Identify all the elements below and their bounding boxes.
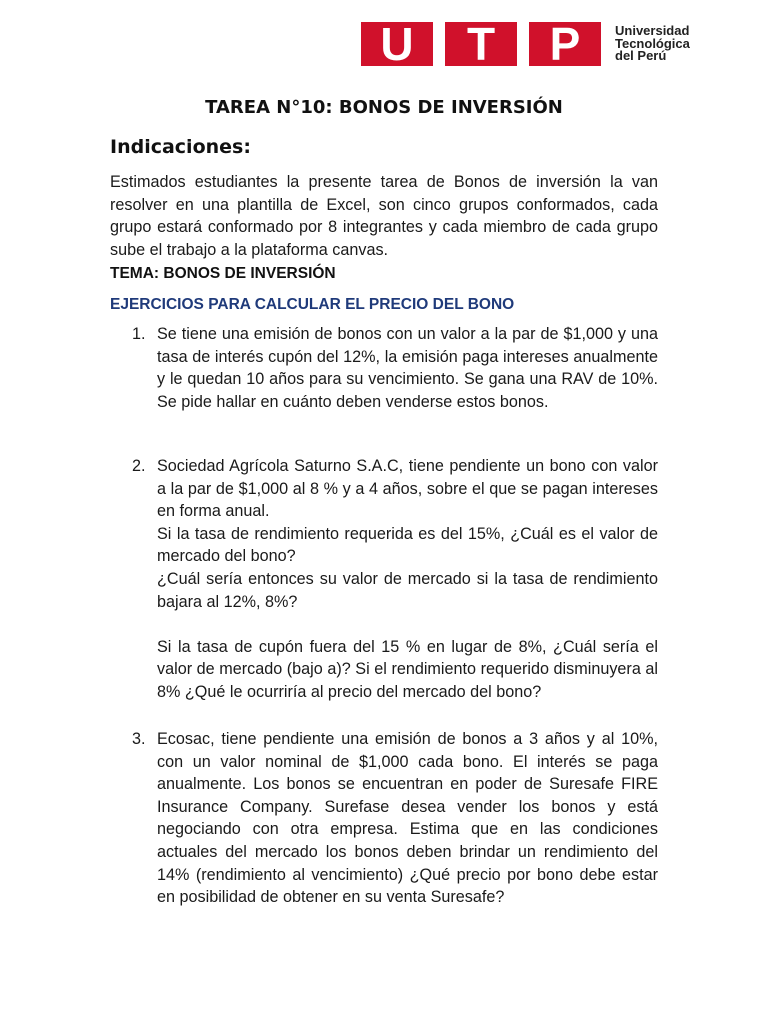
exercise-number: 3. bbox=[132, 730, 146, 748]
utp-logo bbox=[361, 18, 690, 70]
exercise-text: Si la tasa de rendimiento requerida es del 15%, ¿Cuál es el valor de mercado del bono? bbox=[157, 524, 658, 566]
exercise-text: ¿Cuál sería entonces su valor de mercado si la tasa de rendimiento bajara al 12%, 8%? bbox=[157, 569, 658, 611]
university-line: del Perú bbox=[615, 48, 667, 64]
university-line: Universidad bbox=[615, 23, 690, 39]
exercise-item bbox=[132, 455, 658, 704]
university-line: Tecnológica bbox=[615, 35, 690, 51]
intro-paragraph: Estimados estudiantes la presente tarea de Bonos de inversión la van resolver en una plantilla de Excel, son cinco grupos conformados, cada grupo estará conformado por 8 integrantes y cada miembro de cada grupo sube el trabajo a la plataforma canvas. bbox=[110, 173, 658, 259]
logo-letter-u: U bbox=[380, 18, 414, 70]
topic-heading: TEMA: BONOS DE INVERSIÓN bbox=[110, 265, 336, 282]
exercise-number: 2. bbox=[132, 457, 146, 475]
utp-logo-mark bbox=[361, 18, 601, 70]
exercise-text: Se tiene una emisión de bonos con un valor a la par de $1,000 y una tasa de interés cupón del 12%, la emisión paga intereses anualmente y le quedan 10 años para su vencimiento. Se gana una RAV de 10%. Se pide hallar en cuánto deben venderse estos bonos. bbox=[157, 325, 658, 411]
exercise-text: Ecosac, tiene pendiente una emisión de bonos a 3 años y al 10%, con un valor nominal de $1,000 cada bono. El interés se paga anualmente. Los bonos se encuentran en poder de Suresafe FIRE Insurance Company. Surefase desea vender los bonos y está negociando con otra empresa. Estima que en las condiciones actuales del mercado los bonos deben brindar un rendimiento del 14% (rendimiento al vencimiento) ¿Qué precio por bono debe estar en posibilidad de obtener en su venta Suresafe? bbox=[157, 730, 658, 907]
exercise-text: Sociedad Agrícola Saturno S.A.C, tiene pendiente un bono con valor a la par de $1,000 al 8 % y a 4 años, sobre el que se pagan intereses en forma anual. bbox=[157, 457, 658, 521]
logo-letter-p: P bbox=[549, 18, 581, 70]
exercise-text: Si la tasa de cupón fuera del 15 % en lugar de 8%, ¿Cuál sería el valor de mercado (bajo a)? Si el rendimiento requerido disminuyera al 8% ¿Qué le ocurriría al precio del mercado del bono? bbox=[157, 637, 658, 701]
document-title: TAREA N°10: BONOS DE INVERSIÓN bbox=[205, 97, 563, 118]
exercise-number: 1. bbox=[132, 325, 146, 343]
logo-letter-t: T bbox=[466, 18, 496, 70]
exercise-item bbox=[132, 728, 658, 909]
exercises-heading: EJERCICIOS PARA CALCULAR EL PRECIO DEL BONO bbox=[110, 296, 515, 313]
exercise-item bbox=[132, 323, 658, 413]
university-name bbox=[615, 25, 690, 63]
indications-heading: Indicaciones: bbox=[110, 136, 251, 158]
